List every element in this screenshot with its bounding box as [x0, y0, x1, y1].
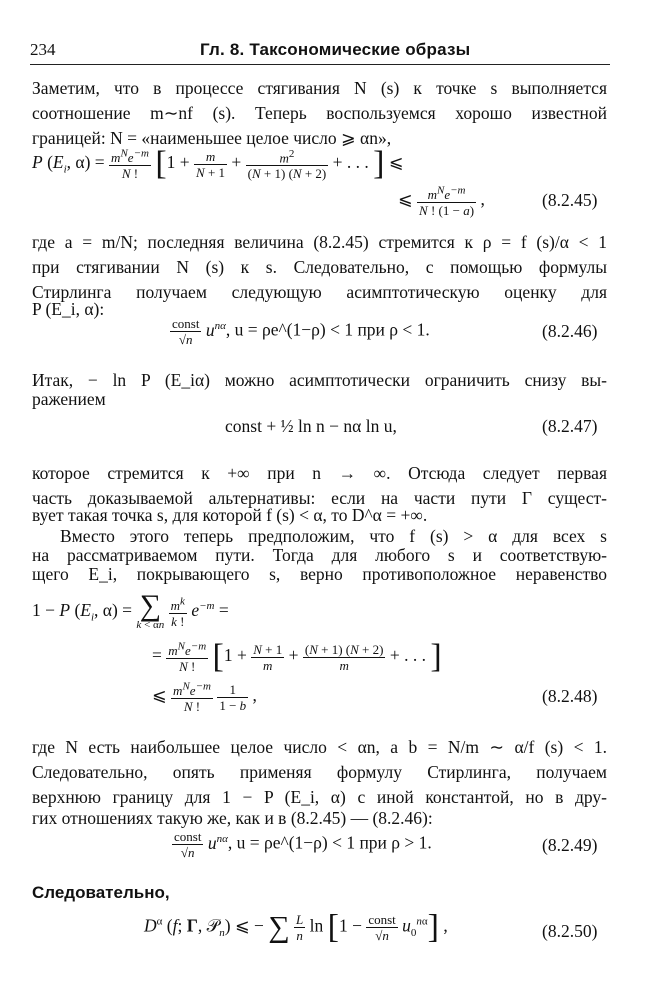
page-number: 234	[30, 40, 56, 59]
paragraph-5-line-1: Вместо этого теперь предположим, что f (s) > α для всех s	[60, 526, 607, 546]
equation-8-2-48-line-2: = $\frac{m^Ne^{-m}}{N !}$ [1 + $\frac{N + 1}{m}$ + $\frac{(N + 1) (N + 2)}{m}$ + . . . ]	[152, 638, 442, 676]
paragraph-2-line-2: при стягивании N (s) к s. Следовательно, с помощью формулы	[32, 257, 607, 277]
paragraph-3-line-2: ражением	[32, 389, 106, 409]
equation-8-2-48-line-1: 1 − P ($E_i$, α) = ∑ k < αn $\frac{m^k}{k !}$ $e^{-m}$ =	[32, 589, 229, 631]
paragraph-6-line-4: гих отношениях такую же, как и в (8.2.45) — (8.2.46):	[32, 808, 433, 828]
equation-8-2-45-line-2: ⩽ $\frac{m^Ne^{-m}}{N ! (1 - a)}$ ,	[398, 185, 485, 219]
header-rule	[30, 64, 610, 65]
paragraph-5-line-2: на рассматриваемом пути. Тогда для любого s и соответствую-	[32, 545, 607, 565]
equation-number: (8.2.47)	[542, 416, 598, 436]
equation-number: (8.2.50)	[542, 921, 598, 941]
paragraph-4-line-2: часть доказываемой альтернативы: если на части пути Γ сущест-	[32, 488, 607, 508]
paragraph-6-line-1: где N есть наибольшее целое число < αn, а b = N/m ∼ α/f (s) < 1.	[32, 737, 607, 757]
equation-number: (8.2.48)	[542, 686, 598, 706]
equation-8-2-46-tail: , u = ρe^(1−ρ) < 1 при ρ < 1.	[225, 319, 430, 340]
equation-8-2-49: $\frac{\text{const}}{√n}$ $u^{n\alpha}$, u = ρe^(1−ρ) < 1 при ρ > 1.	[174, 829, 432, 860]
paragraph-1-line-2: соотношение m∼nf (s). Теперь воспользуемся хорошо известной	[32, 103, 607, 123]
running-header-title: Гл. 8. Таксономические образы	[200, 40, 471, 59]
equation-number: (8.2.49)	[542, 835, 598, 855]
paragraph-1-line-1: Заметим, что в процессе стягивания N (s) к точке s выполняется	[32, 78, 607, 98]
equation-8-2-45-line-1: P ($E_i$, α) = $\frac{m^Ne^{-m}}{N !}$ [1 + $\frac{m}{N + 1}$ + $\frac{m^2}{(N + 1) (N + 2)}$ + . . . ] ⩽	[32, 145, 404, 183]
equation-number: (8.2.46)	[542, 321, 598, 341]
paragraph-3-line-1: Итак, − ln P (E_iα) можно асимптотически ограничить снизу вы-	[32, 370, 607, 390]
paragraph-6-line-2: Следовательно, опять применяя формулу Стирлинга, получаем	[32, 762, 607, 782]
equation-8-2-48-line-3: ⩽ $\frac{m^Ne^{-m}}{N !}$ $\frac{1}{1 - b}$ ,	[152, 681, 257, 715]
paragraph-2-line-4: P (E_i, α):	[32, 299, 105, 319]
conclusion-word: Следовательно,	[32, 883, 170, 902]
equation-8-2-46: $\frac{\text{const}}{√n}$ $u^{n\alpha}$, u = ρe^(1−ρ) < 1 при ρ < 1.	[172, 316, 430, 347]
paragraph-4-line-3: вует такая точка s, для которой f (s) < α, то D^α = +∞.	[32, 505, 428, 525]
paragraph-6-line-3: верхнюю границу для 1 − P (E_i, α) с иной константой, но в дру-	[32, 787, 607, 807]
paragraph-2-line-1: где a = m/N; последняя величина (8.2.45) стремится к ρ = f (s)/α < 1	[32, 232, 607, 252]
paragraph-4-line-1: которое стремится к +∞ при n → ∞. Отсюда следует первая	[32, 463, 607, 483]
equation-8-2-50: $D^\alpha$ (f; Γ, 𝒫$_n$) ⩽ − ∑ $\frac{L}{n}$ ln [1 − $\frac{\text{const}}{√n}$ $u_0^{n\alpha}$] ,	[144, 908, 448, 946]
equation-number: (8.2.45)	[542, 190, 598, 210]
paragraph-2-line-3: Стирлинга получаем следующую асимптотическую оценку для	[32, 282, 607, 302]
paragraph-1-line-3: границей: N = «наименьшее целое число ⩾ αn»,	[32, 128, 392, 148]
paragraph-5-line-3: щего E_i, покрывающего s, верно противоположное неравенство	[32, 564, 607, 584]
equation-8-2-47: const + ½ ln n − nα ln u,	[225, 416, 397, 436]
equation-8-2-49-tail: , u = ρe^(1−ρ) < 1 при ρ > 1.	[227, 832, 432, 853]
